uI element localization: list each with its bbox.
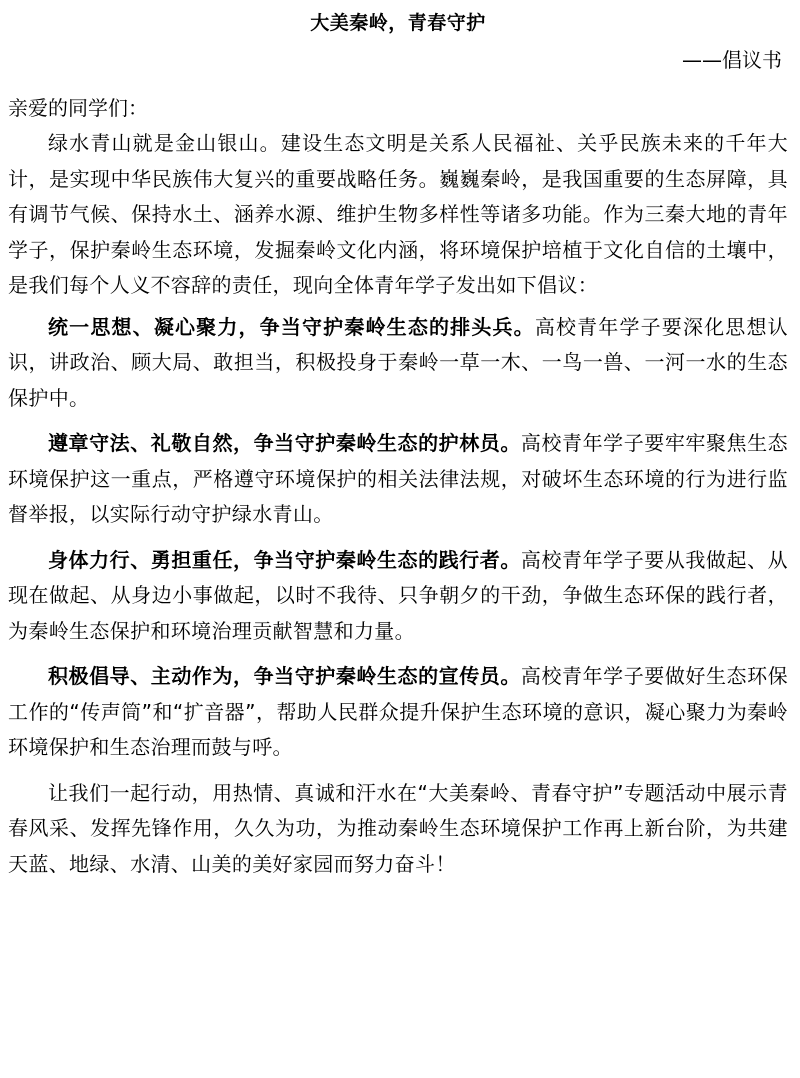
intro-paragraph: 绿水青山就是金山银山。建设生态文明是关系人民福祉、关乎民族未来的千年大计，是实现中华民族伟大复兴的重要战略任务。巍巍秦岭，是我国重要的生态屏障，具有调节气候、保持水土、涵养水源、维护生物多样性等诸多功能。作为三秦大地的青年学子，保护秦岭生态环境，发掘秦岭文化内涵，将环境保护培植于文化自信的土壤中，是我们每个人义不容辞的责任，现向全体青年学子发出如下倡议： <box>8 131 788 297</box>
proposal-lead-4: 积极倡导、主动作为，争当守护秦岭生态的宣传员。 <box>48 664 521 688</box>
proposal-body-4: 高校青年学子要做好生态环保工作的“传声筒”和“扩音器”，帮助人民群众提升保护生态环境的意识，凝心聚力为秦岭环境保护和生态治理而鼓与呼。 <box>8 664 788 759</box>
proposal-lead-3: 身体力行、勇担重任，争当守护秦岭生态的践行者。 <box>48 547 521 572</box>
proposal-paragraph-1 <box>8 310 788 417</box>
proposal-body-2: 高校青年学子要牢牢聚焦生态环境保护这一重点，严格遵守环境保护的相关法律法规，对破坏生态环境的行为进行监督举报，以实际行动守护绿水青山。 <box>8 431 788 526</box>
proposal-lead-2: 遵章守法、礼敬自然，争当守护秦岭生态的护林员。 <box>48 431 521 455</box>
proposal-paragraph-2 <box>8 426 788 533</box>
proposal-lead-1: 统一思想、凝心聚力，争当守护秦岭生态的排头兵。 <box>48 314 535 339</box>
proposal-paragraph-3 <box>8 543 788 650</box>
document-subtitle: ——倡议书 <box>682 48 782 72</box>
document-title: 大美秦岭，青春守护 <box>310 12 486 34</box>
proposal-paragraph-4 <box>8 659 788 766</box>
proposal-body-3: 高校青年学子要从我做起、从现在做起、从身边小事做起，以时不我待、只争朝夕的干劲，争做生态环保的践行者，为秦岭生态保护和环境治理贡献智慧和力量。 <box>8 547 788 643</box>
closing-paragraph: 让我们一起行动，用热情、真诚和汗水在“大美秦岭、青春守护”专题活动中展示青春风采、发挥先锋作用，久久为功，为推动秦岭生态环境保护工作再上新台阶，为共建天蓝、地绿、水清、山美的美好家园而努力奋斗！ <box>8 780 788 876</box>
proposal-body-1: 高校青年学子要深化思想认识，讲政治、顾大局、敢担当，积极投身于秦岭一草一木、一鸟一兽、一河一水的生态保护中。 <box>8 314 788 410</box>
salutation: 亲爱的同学们： <box>8 96 148 120</box>
